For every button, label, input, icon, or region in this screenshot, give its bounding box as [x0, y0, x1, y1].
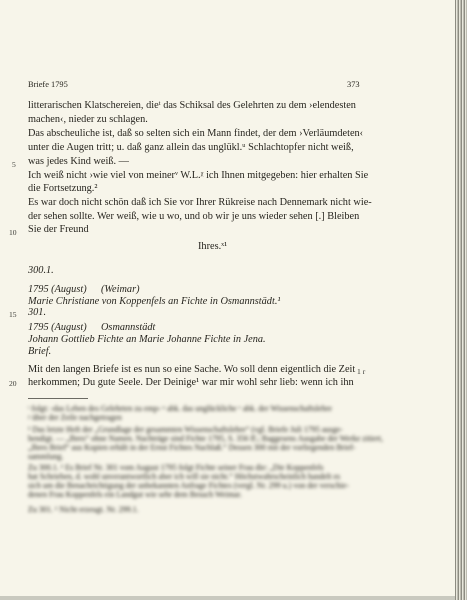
footnote-line: ᵡ über der Zeile nachgetragen: [28, 413, 122, 422]
letter-kind: Brief.: [28, 346, 52, 357]
line-number-5: 5: [12, 160, 16, 169]
body-line: Mit den langen Briefe ist es nun so eine Sache. Wo soll denn eigentlich die Zeit: [28, 364, 356, 375]
letter-number: 301.: [28, 307, 47, 318]
line-number-10: 10: [9, 228, 17, 237]
footnote-line: denen Frau Koppenfels ein Landgut wie sehr dem Besuch Weimar.: [28, 490, 242, 499]
body-line: unter die Augen tritt; u. daß ganz allein das unglükl.ᵘ Schlachtopfer nicht weiß,: [28, 142, 354, 153]
footnote-line: hendigt. — „Ihres“ ohne Namen. Nachträge sind Fichte 1795, S. 356 ff.; Baggesens Ausgabe der Werke zitiert,: [28, 434, 383, 443]
footnote-line: sich um die Benachrichtigung der unbekannten Anfrage Fichtes (vergl. Nr. 299 u.) von der verschie-: [28, 481, 349, 490]
letter-date: 1795 (August): [28, 322, 87, 333]
body-line: Es war doch nicht schön daß ich Sie vor Ihrer Rükreise nach Dennemark nicht wie-: [28, 197, 372, 208]
footnote-line: Zu 301. ¹ Nicht erzeugt. Nr. 299.1.: [28, 505, 139, 514]
letter-number: 300.1.: [28, 265, 54, 276]
line-number-20: 20: [9, 379, 17, 388]
body-line: machen‹, nieder zu schlagen.: [28, 114, 148, 125]
letter-parties: Johann Gottlieb Fichte an Marie Johanne Fichte in Jena.: [28, 334, 266, 345]
body-line: Sie der Freund: [28, 224, 89, 235]
letter-date: 1795 (August): [28, 284, 87, 295]
letter-parties: Marie Christiane von Koppenfels an Fichte in Osmannstädt.¹: [28, 296, 281, 307]
footnote-line: Zu 300.1. ¹ Es Brief Nr. 301 vom August 1795 folgt Fichte seiner Frau die: „Die Koppenfels: [28, 463, 324, 472]
margin-note: 1 r: [357, 367, 366, 376]
body-line: was jedes Kind weiß. —: [28, 156, 129, 167]
body-line: litterarischen Klatschereien, dieᵗ das Schiksal des Gelehrten zu dem ›elendesten: [28, 100, 356, 111]
body-line: Das abscheuliche ist, daß so selten sich ein Mann findet, der dem ›Verläumdeten‹: [28, 128, 364, 139]
footnote-line: ᵗ folgt: ›das Leben des Gelehrten zu emp‹ ᵘ abk. das unglückliche ᵛ abk. der Wissenschaftslehre: [28, 404, 332, 413]
line-number-15: 15: [9, 310, 17, 319]
footnote-rule: [28, 398, 88, 399]
footnote-line: „Ihres Brief“ aus Kopien erhält in der Ernst Fichtes Nachlaß.“ Dessen 300 mit der vorliegenden Brief-: [28, 443, 356, 452]
body-line: der sehen sollte. Wer weiß, wie u wo, und ob wir je uns wieder sehen [.] Bleiben: [28, 211, 360, 222]
footnote-line: hat Schrieben, d. wohl unverantwortlich aber ich will sie nicht.“ Höchstwahrscheinlich handelt es: [28, 472, 341, 481]
body-line: die Fortsetzung.²: [28, 183, 98, 194]
page-number: 373: [347, 80, 360, 89]
body-line: Ich weiß nicht ›wie viel von meinerᵛ W.L.ᵡ ich Ihnen mitgegeben: hier erhalten Sie: [28, 170, 369, 181]
letter-place: Osmannstädt: [101, 322, 156, 333]
footnote-line: sammlung.: [28, 452, 64, 461]
body-line: herkommen; Du gute Seele. Der Deinige¹ war mir wohl sehr lieb: wenn ich ihn: [28, 377, 354, 388]
running-head: Briefe 1795: [28, 80, 68, 89]
book-fore-edge: [455, 0, 467, 600]
letter-closing: Ihres.ˣ¹: [198, 241, 228, 252]
letter-place: (Weimar): [101, 284, 140, 295]
footnote-line: ¹ Das letzte Heft der „Grundlage der gesammten Wissenschaftslehre“ (vgl. Briefe Juli 1795 ausge-: [28, 425, 343, 434]
